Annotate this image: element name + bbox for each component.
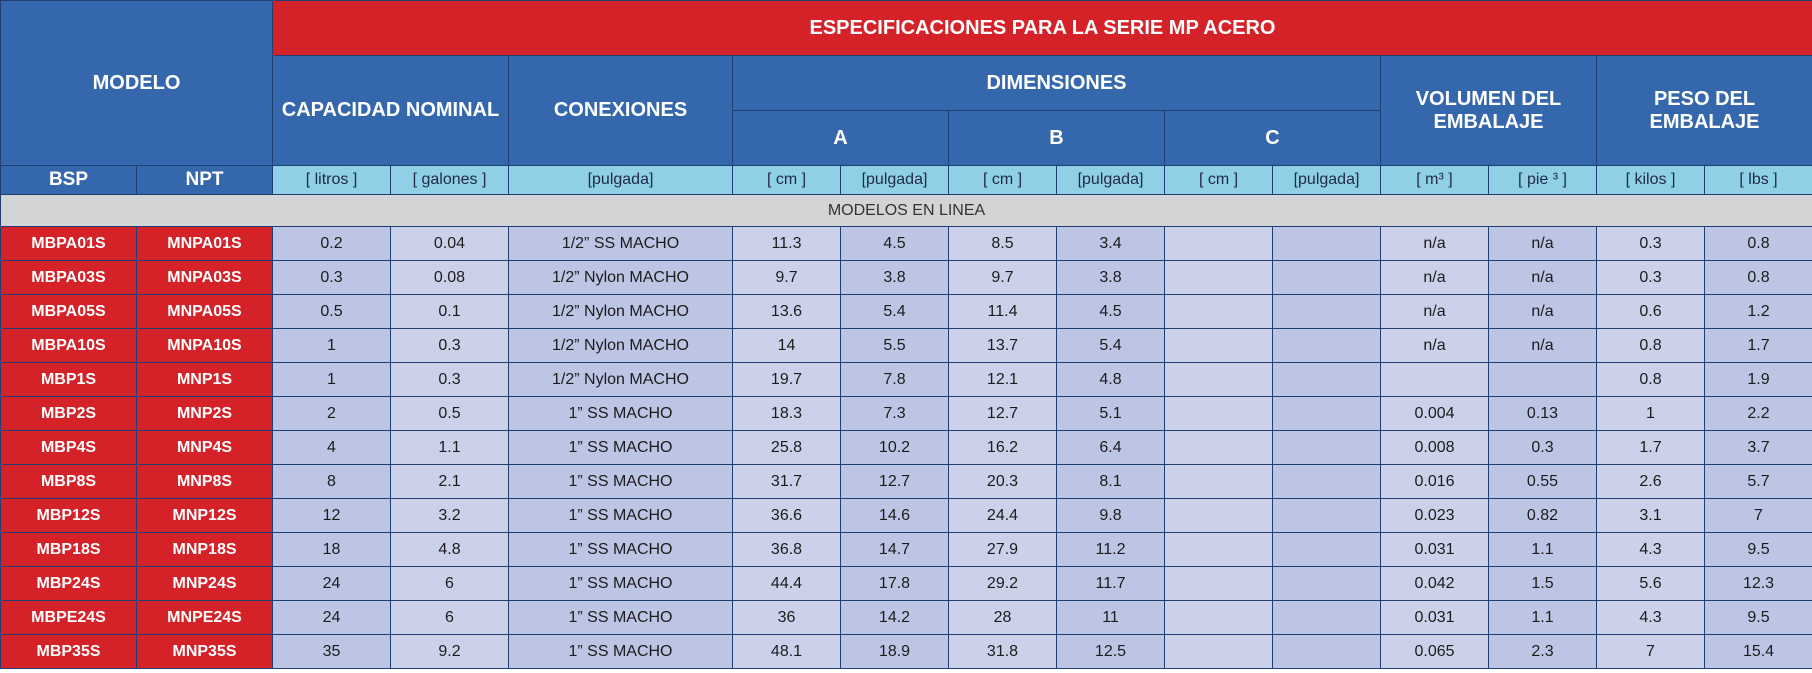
table-cell: 0.8	[1597, 363, 1705, 397]
table-cell: 0.6	[1597, 295, 1705, 329]
table-row	[1, 567, 1812, 601]
table-cell: 11.2	[1057, 533, 1165, 567]
table-cell: 0.3	[391, 363, 509, 397]
table-cell: 14.7	[841, 533, 949, 567]
table-cell: 9.5	[1705, 533, 1812, 567]
table-row	[1, 227, 1812, 261]
unit-header: [ m³ ]	[1381, 166, 1489, 195]
bsp-model-cell: MBP2S	[1, 397, 137, 431]
table-cell: 14.6	[841, 499, 949, 533]
table-cell: 4.3	[1597, 533, 1705, 567]
bsp-model-cell: MBPA05S	[1, 295, 137, 329]
table-cell	[1273, 363, 1381, 397]
table-cell: 35	[273, 635, 391, 669]
table-cell	[1273, 329, 1381, 363]
table-cell: 1” SS MACHO	[509, 499, 733, 533]
table-cell: 9.2	[391, 635, 509, 669]
npt-model-cell: MNPE24S	[137, 601, 273, 635]
table-cell	[1165, 601, 1273, 635]
table-cell	[1273, 295, 1381, 329]
table-cell: 9.7	[949, 261, 1057, 295]
npt-model-cell: MNP12S	[137, 499, 273, 533]
table-cell: 0.2	[273, 227, 391, 261]
table-cell: 31.8	[949, 635, 1057, 669]
conexiones-header: CONEXIONES	[509, 56, 733, 166]
unit-header: [ lbs ]	[1705, 166, 1812, 195]
table-cell: 28	[949, 601, 1057, 635]
table-cell: 36.6	[733, 499, 841, 533]
table-cell: 12.7	[841, 465, 949, 499]
table-cell: 1.7	[1705, 329, 1812, 363]
dimensiones-header: DIMENSIONES	[733, 56, 1381, 111]
bsp-model-cell: MBP1S	[1, 363, 137, 397]
table-cell	[1165, 465, 1273, 499]
table-row	[1, 533, 1812, 567]
table-cell	[1165, 499, 1273, 533]
unit-header: [ cm ]	[733, 166, 841, 195]
table-cell: 0.8	[1597, 329, 1705, 363]
table-cell	[1273, 601, 1381, 635]
table-cell: n/a	[1489, 227, 1597, 261]
table-cell: 24	[273, 601, 391, 635]
table-row	[1, 601, 1812, 635]
npt-model-cell: MNP1S	[137, 363, 273, 397]
table-cell: 0.3	[1597, 227, 1705, 261]
table-cell: 1” SS MACHO	[509, 601, 733, 635]
table-cell: 3.1	[1597, 499, 1705, 533]
table-title: ESPECIFICACIONES PARA LA SERIE MP ACERO	[273, 1, 1812, 56]
table-cell: 31.7	[733, 465, 841, 499]
table-cell	[1273, 431, 1381, 465]
table-cell: 1” SS MACHO	[509, 635, 733, 669]
table-cell	[1381, 363, 1489, 397]
table-cell	[1165, 227, 1273, 261]
table-cell: 1.1	[1489, 533, 1597, 567]
table-cell: 2.2	[1705, 397, 1812, 431]
bsp-model-cell: MBPA01S	[1, 227, 137, 261]
npt-model-cell: MNPA05S	[137, 295, 273, 329]
unit-row	[1, 166, 1812, 195]
table-cell: 0.55	[1489, 465, 1597, 499]
table-cell	[1165, 431, 1273, 465]
bsp-model-cell: MBPA10S	[1, 329, 137, 363]
table-cell: 4.8	[1057, 363, 1165, 397]
table-cell	[1273, 567, 1381, 601]
unit-header: [pulgada]	[841, 166, 949, 195]
bsp-model-cell: MBP24S	[1, 567, 137, 601]
table-cell	[1489, 363, 1597, 397]
table-cell: 1.5	[1489, 567, 1597, 601]
bsp-model-cell: MBP12S	[1, 499, 137, 533]
table-row	[1, 329, 1812, 363]
table-cell: 1/2” Nylon MACHO	[509, 329, 733, 363]
table-cell: 4.8	[391, 533, 509, 567]
npt-model-cell: MNP24S	[137, 567, 273, 601]
unit-header: [pulgada]	[1273, 166, 1381, 195]
table-cell: 7.3	[841, 397, 949, 431]
table-cell: 7.8	[841, 363, 949, 397]
table-cell: 1.9	[1705, 363, 1812, 397]
table-cell: 0.3	[1597, 261, 1705, 295]
unit-header: [ kilos ]	[1597, 166, 1705, 195]
model-type-header: NPT	[137, 166, 273, 195]
table-cell	[1165, 329, 1273, 363]
npt-model-cell: MNPA03S	[137, 261, 273, 295]
table-cell: 0.5	[273, 295, 391, 329]
table-cell: 36	[733, 601, 841, 635]
table-row	[1, 397, 1812, 431]
table-cell: n/a	[1489, 329, 1597, 363]
unit-header: [pulgada]	[1057, 166, 1165, 195]
table-cell	[1165, 261, 1273, 295]
table-cell: 11	[1057, 601, 1165, 635]
table-cell: 2	[273, 397, 391, 431]
table-cell: 27.9	[949, 533, 1057, 567]
table-cell: 0.08	[391, 261, 509, 295]
table-cell: 0.1	[391, 295, 509, 329]
table-cell: 1	[273, 363, 391, 397]
table-cell	[1273, 227, 1381, 261]
table-cell	[1273, 465, 1381, 499]
bsp-model-cell: MBPE24S	[1, 601, 137, 635]
table-cell	[1165, 635, 1273, 669]
table-cell: 1.7	[1597, 431, 1705, 465]
table-cell: 19.7	[733, 363, 841, 397]
table-cell: n/a	[1381, 295, 1489, 329]
table-cell: 12.7	[949, 397, 1057, 431]
bsp-model-cell: MBP8S	[1, 465, 137, 499]
table-row	[1, 363, 1812, 397]
table-cell: 5.1	[1057, 397, 1165, 431]
table-cell: 3.7	[1705, 431, 1812, 465]
table-cell	[1273, 261, 1381, 295]
table-cell: 8.1	[1057, 465, 1165, 499]
table-cell	[1165, 567, 1273, 601]
table-cell: 24.4	[949, 499, 1057, 533]
table-cell: 11.4	[949, 295, 1057, 329]
table-cell: 9.5	[1705, 601, 1812, 635]
table-cell: 0.031	[1381, 533, 1489, 567]
table-cell: 0.5	[391, 397, 509, 431]
table-cell: 11.3	[733, 227, 841, 261]
table-cell: 6	[391, 601, 509, 635]
table-cell: n/a	[1489, 295, 1597, 329]
table-cell	[1165, 295, 1273, 329]
bsp-model-cell: MBPA03S	[1, 261, 137, 295]
table-cell: 12	[273, 499, 391, 533]
table-cell: 9.8	[1057, 499, 1165, 533]
table-cell: 3.4	[1057, 227, 1165, 261]
table-cell: 12.1	[949, 363, 1057, 397]
table-cell: 1.2	[1705, 295, 1812, 329]
table-cell: 5.5	[841, 329, 949, 363]
table-cell: 0.008	[1381, 431, 1489, 465]
npt-model-cell: MNPA10S	[137, 329, 273, 363]
table-row	[1, 635, 1812, 669]
table-cell: 4	[273, 431, 391, 465]
table-cell: 5.4	[1057, 329, 1165, 363]
table-cell: 20.3	[949, 465, 1057, 499]
dim-c-header: C	[1165, 111, 1381, 166]
npt-model-cell: MNP35S	[137, 635, 273, 669]
section-label: MODELOS EN LINEA	[1, 195, 1812, 227]
table-cell: n/a	[1489, 261, 1597, 295]
npt-model-cell: MNP18S	[137, 533, 273, 567]
table-cell: 18.3	[733, 397, 841, 431]
table-cell: 0.004	[1381, 397, 1489, 431]
table-cell: 0.3	[1489, 431, 1597, 465]
table-cell: 5.4	[841, 295, 949, 329]
table-cell	[1273, 635, 1381, 669]
dim-a-header: A	[733, 111, 949, 166]
dim-b-header: B	[949, 111, 1165, 166]
table-cell: 12.3	[1705, 567, 1812, 601]
table-cell: 1.1	[391, 431, 509, 465]
table-cell: 18.9	[841, 635, 949, 669]
table-cell: 0.3	[273, 261, 391, 295]
unit-header: [ cm ]	[949, 166, 1057, 195]
npt-model-cell: MNP2S	[137, 397, 273, 431]
table-cell: 0.023	[1381, 499, 1489, 533]
model-type-header: BSP	[1, 166, 137, 195]
table-cell: 13.6	[733, 295, 841, 329]
table-cell: 1	[1597, 397, 1705, 431]
unit-header: [ galones ]	[391, 166, 509, 195]
table-row	[1, 431, 1812, 465]
table-cell: 16.2	[949, 431, 1057, 465]
table-cell: 13.7	[949, 329, 1057, 363]
capacidad-header: CAPACIDAD NOMINAL	[273, 56, 509, 166]
table-cell: n/a	[1381, 261, 1489, 295]
table-cell: 7	[1597, 635, 1705, 669]
table-cell: 3.2	[391, 499, 509, 533]
table-cell: 10.2	[841, 431, 949, 465]
table-cell: 2.6	[1597, 465, 1705, 499]
table-cell: 1” SS MACHO	[509, 567, 733, 601]
unit-header: [ pie ³ ]	[1489, 166, 1597, 195]
table-cell: 0.13	[1489, 397, 1597, 431]
bsp-model-cell: MBP18S	[1, 533, 137, 567]
table-cell: 8.5	[949, 227, 1057, 261]
table-cell: 1.1	[1489, 601, 1597, 635]
table-cell: 1” SS MACHO	[509, 397, 733, 431]
table-cell: n/a	[1381, 227, 1489, 261]
table-cell: 1” SS MACHO	[509, 431, 733, 465]
table-cell: 8	[273, 465, 391, 499]
table-cell: 0.031	[1381, 601, 1489, 635]
table-cell: 3.8	[841, 261, 949, 295]
table-cell: 48.1	[733, 635, 841, 669]
peso-header: PESO DEL EMBALAJE	[1597, 56, 1812, 166]
table-cell: 18	[273, 533, 391, 567]
table-cell: 5.7	[1705, 465, 1812, 499]
table-body	[1, 227, 1812, 669]
table-cell: 3.8	[1057, 261, 1165, 295]
table-cell: 25.8	[733, 431, 841, 465]
table-cell: 11.7	[1057, 567, 1165, 601]
table-cell	[1165, 397, 1273, 431]
table-cell: 0.065	[1381, 635, 1489, 669]
table-cell: 0.8	[1705, 261, 1812, 295]
table-cell: 0.82	[1489, 499, 1597, 533]
table-cell: 14	[733, 329, 841, 363]
table-cell: 0.042	[1381, 567, 1489, 601]
table-cell	[1165, 533, 1273, 567]
table-row	[1, 499, 1812, 533]
table-cell: 4.5	[1057, 295, 1165, 329]
npt-model-cell: MNP4S	[137, 431, 273, 465]
table-cell: 1” SS MACHO	[509, 465, 733, 499]
table-cell: 2.1	[391, 465, 509, 499]
table-cell: 1/2” Nylon MACHO	[509, 295, 733, 329]
table-cell	[1273, 397, 1381, 431]
table-cell: 7	[1705, 499, 1812, 533]
table-cell: 0.3	[391, 329, 509, 363]
table-cell: 14.2	[841, 601, 949, 635]
table-row	[1, 261, 1812, 295]
unit-header: [ litros ]	[273, 166, 391, 195]
table-cell: 1	[273, 329, 391, 363]
table-row	[1, 465, 1812, 499]
unit-header: [pulgada]	[509, 166, 733, 195]
bsp-model-cell: MBP35S	[1, 635, 137, 669]
table-cell: 6	[391, 567, 509, 601]
table-row	[1, 295, 1812, 329]
table-cell: 36.8	[733, 533, 841, 567]
table-cell: 44.4	[733, 567, 841, 601]
table-cell: 2.3	[1489, 635, 1597, 669]
unit-header: [ cm ]	[1165, 166, 1273, 195]
table-cell: 4.5	[841, 227, 949, 261]
table-cell: 6.4	[1057, 431, 1165, 465]
bsp-model-cell: MBP4S	[1, 431, 137, 465]
table-cell: 0.04	[391, 227, 509, 261]
npt-model-cell: MNP8S	[137, 465, 273, 499]
table-cell	[1273, 499, 1381, 533]
table-cell: 15.4	[1705, 635, 1812, 669]
table-cell: 17.8	[841, 567, 949, 601]
table-cell	[1165, 363, 1273, 397]
table-cell: 0.8	[1705, 227, 1812, 261]
table-cell: 29.2	[949, 567, 1057, 601]
table-cell: 1/2” SS MACHO	[509, 227, 733, 261]
table-cell: 1” SS MACHO	[509, 533, 733, 567]
table-cell: 1/2” Nylon MACHO	[509, 363, 733, 397]
table-cell: 5.6	[1597, 567, 1705, 601]
volumen-header: VOLUMEN DEL EMBALAJE	[1381, 56, 1597, 166]
table-cell: 24	[273, 567, 391, 601]
table-cell: n/a	[1381, 329, 1489, 363]
table-cell: 0.016	[1381, 465, 1489, 499]
modelo-header: MODELO	[1, 1, 273, 166]
table-cell: 12.5	[1057, 635, 1165, 669]
table-cell: 9.7	[733, 261, 841, 295]
table-cell: 4.3	[1597, 601, 1705, 635]
table-cell: 1/2” Nylon MACHO	[509, 261, 733, 295]
npt-model-cell: MNPA01S	[137, 227, 273, 261]
table-cell	[1273, 533, 1381, 567]
